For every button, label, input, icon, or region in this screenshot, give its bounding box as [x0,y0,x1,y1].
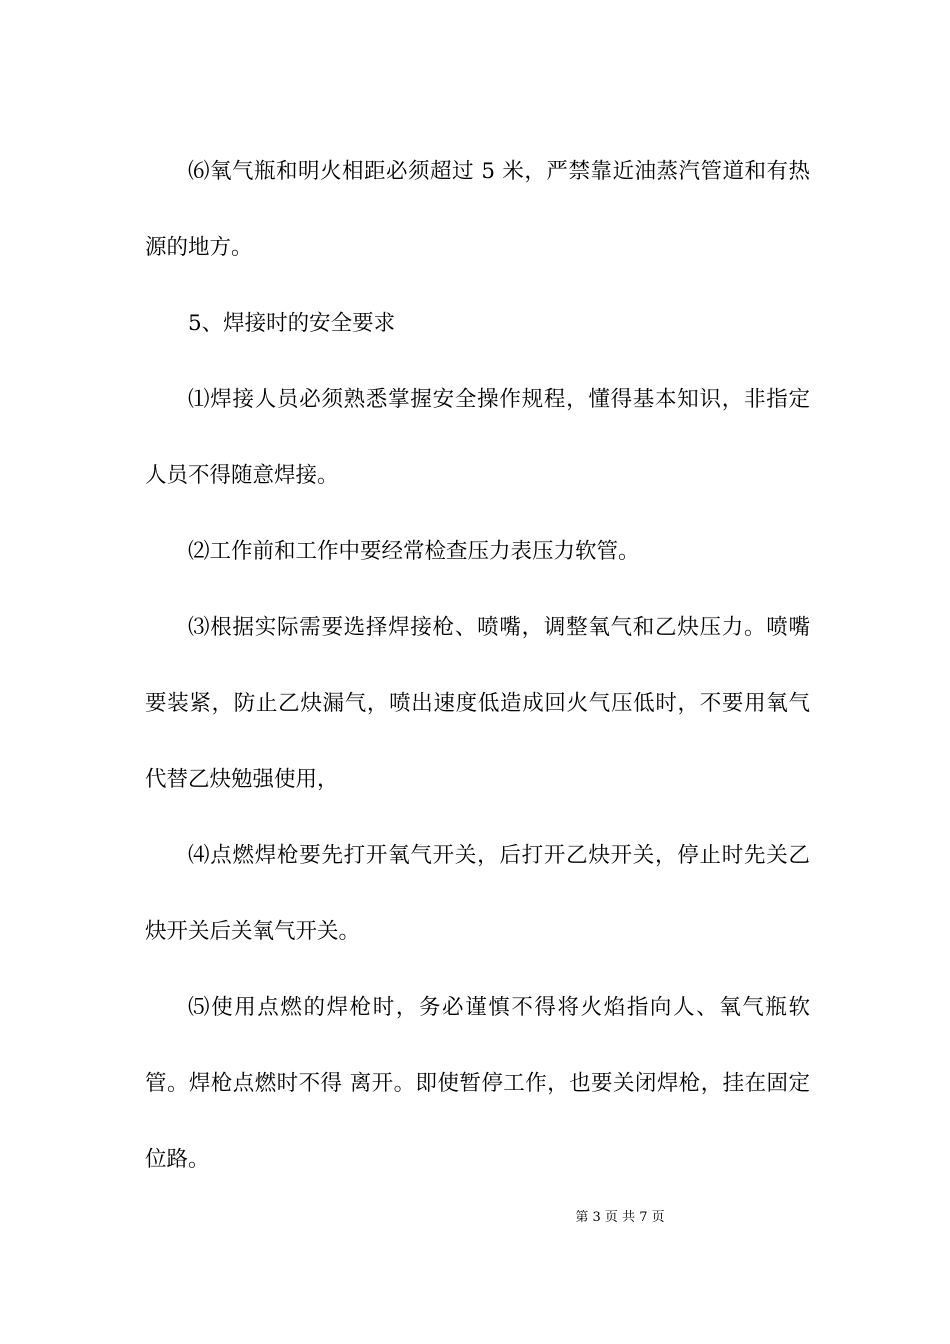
document-body [145,134,810,1198]
paragraph-lit-torch-caution: ⑸使用点燃的焊枪时，务必谨慎不得将火焰指向人、氧气瓶软管。焊枪点燃时不得 离开。即使暂停工作，也要关闭焊枪，挂在固定位路。 [145,995,810,1172]
paragraph-welder-qualification: ⑴焊接人员必须熟悉掌握安全操作规程，懂得基本知识，非指定人员不得随意焊接。 [145,387,810,488]
section-heading-welding-safety: 5、焊接时的安全要求 [188,311,396,336]
page-number-footer: 第 3 页 共 7 页 [575,1210,665,1225]
paragraph-check-gauges: ⑵工作前和工作中要经常检查压力表压力软管。 [188,539,640,564]
paragraph-select-torch: ⑶根据实际需要选择焊接枪、喷嘴，调整氧气和乙炔压力。喷嘴要装紧，防止乙炔漏气，喷出速度低造成回火气压低时，不要用氧气代替乙炔勉强使用， [145,615,810,792]
paragraph-ignition-order: ⑷点燃焊枪要先打开氧气开关，后打开乙炔开关，停止时先关乙炔开关后关氧气开关。 [145,843,810,944]
paragraph-oxygen-distance: ⑹氧气瓶和明火相距必须超过 5 米，严禁靠近油蒸汽管道和有热源的地方。 [145,159,810,260]
